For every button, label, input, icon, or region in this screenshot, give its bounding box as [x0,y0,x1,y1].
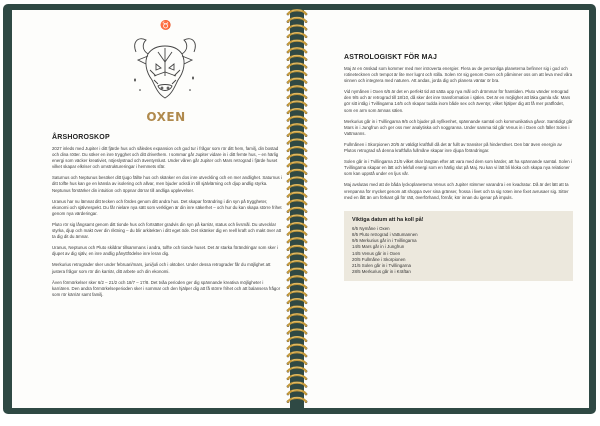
paragraph: Merkurius går in i Tvillingarna 9/5 och bjuder på nyfikenhet, spännande samtal och kommunikativa gåvor. Samtidigt går Mars in i Jungfrun och ger oss mer analytiska och noggranna. Under samma tid går Venus in i Oxen och fäller Solen i Vattmanns. [344,118,573,136]
date-item: 28/5 Merkurius går in i Kräftan [352,269,411,275]
date-item: 20/5 Fullmåne i Skorpionen [352,256,406,262]
spiral-ring [288,86,306,90]
spiral-ring [288,193,306,197]
right-page [304,10,589,408]
spiral-ring [288,307,306,311]
spiral-ring [288,170,306,174]
spiral-ring [288,390,306,394]
paragraph: Saturnus och Neptunus besöker ditt tjugo fällte hus och skänker en dos inre utveckling och en mer andlighet. Saturnus i ditt tolfte hus kan ge en känsla av isolering och allvar, men bjuder också in till självlärning och djup andlig styrka. Neptunus förstärker din intuition och öppnar dörrar till andliga upplevelser. [52,175,282,193]
spiral-ring [288,337,306,341]
spiral-ring [288,276,306,280]
paragraph: Uranus, Neptunus och Pluto skildrar tillsammans i andra, tolfte och tionde huset. Det är starka förändringar som sker i djupet av dig själv, en inre andlig pånyttfödelse inre leran dig. [52,245,278,257]
spiral-ring [288,109,306,113]
spiral-ring [288,33,306,37]
spiral-ring [288,56,306,60]
spiral-ring [288,314,306,318]
paragraph: Maj avslutas med att de båda lyckoplaneterna Venus och Jupiter stimmer varandra i en kvadratur. Då är det lätt att ta vrenpanna för mycket genom att shoppa över sina gränser, frossa i livet och ta sig roten inne fixet avrusaer sig. Sitter med en lått än om förkant gå för rätt, överförhand, förnår, kör innan du igenar på impuls. [344,182,569,200]
spiral-ring [288,155,306,159]
spiral-ring [288,299,306,303]
spiral-ring [288,375,306,379]
paragraph: 2027 inleds med Jupiter i ditt fjärde hus och således expansion och god tur i frågor som rör ditt hem, familj, din bostad och dina rötter. Du söker en inre trygghet och ditt drivethem. I sommar går Jupiter vidare in i ditt femte hus, – en härlig energi som väcker kreativiet, nöjeslystnad och äventyrslust. Under våren går Jupiter och Mars retrograd i fjärde huset vilket skapar elkriser och omstruktureringar i hemmets sfär. [52,146,279,170]
sign-name-heading: OXEN [146,110,186,124]
spiral-ring [288,25,306,29]
spiral-ring [288,322,306,326]
spiral-ring [288,200,306,204]
spiral-ring [288,10,306,14]
left-page [12,10,290,408]
spiral-ring [288,208,306,212]
spiral-ring [288,79,306,83]
section-title: ÅRSHOROSKOP [52,134,110,141]
spiral-ring [288,223,306,227]
spiral-ring [288,398,306,402]
spiral-ring [288,71,306,75]
spiral-ring [288,291,306,295]
paragraph: Även förmörkelser sker 6/2 – 21/2 och 18/7 – 17/8. Det tvåa perioden ger dig spännande kreativa möjligheter i karriären. Den andra förmörkelseperioden sker i sommar och den hjälper dig att få större frihet och att balansera frågor som rör kärriär samt familj. [52,279,281,297]
paragraph: Solen går in i Tvillingarna 21/5 vilket ökar längtan efter att vara med dem som kärder, att ha spännande samtal. Solen i Tvillingarna skapar en lätt och lekfull energi som en härlig slut på Maj. Nu kan vi lätt bli kloka och skapa nya relationer som kan uppstå under en ljus vår. [344,159,572,177]
date-item: 8/5 Pluto retrograd i Vattumannen [352,231,418,237]
spiral-ring [288,48,306,52]
yearly-horoscope-section [52,134,282,303]
date-item: 14/5 Mars går in i Jungfrun [352,244,405,250]
spiral-ring [288,352,306,356]
spiral-ring [288,261,306,265]
spiral-ring [288,63,306,67]
spiral-ring [288,177,306,181]
spiral-ring [288,139,306,143]
important-dates-box [344,211,573,282]
spiral-ring [288,253,306,257]
taurus-symbol-icon: ♉ [160,20,172,30]
spiral-ring [288,329,306,333]
paragraph: Merkurius retrograder sker under februari/mars, juni/juli och i oktober. Under dessa retrograder får du möjlighet att justera frågor som rör din karriär, ditt arbete och din ekonomi. [52,262,271,274]
paragraph: Uranus har nu lämnat ditt tecken och fördes genom ditt andra hus. Det skapar förändring i din syn på tryggheter, ekonomi och självrespekt. Du får nielare nya sätt som verkligen är din inre säkerhet – och hur du kan skapa större frihet genom nya värderingar. [52,198,282,216]
spiral-ring [288,94,306,98]
spiral-ring [288,162,306,166]
spiral-binding [283,8,311,412]
date-item: 6/5 Nymåne i Oxen [352,225,390,231]
spiral-ring [288,215,306,219]
section-title: ASTROLOGISKT FÖR MAJ [344,54,438,61]
date-item: 9/5 Merkurius går in i Tvillingarna [352,238,417,244]
spiral-ring [288,18,306,22]
date-item: 14/5 Venus går in i Oxen [352,250,401,256]
spiral-ring [288,124,306,128]
date-item: 21/5 Solen går in i Tvillingarna [352,262,411,268]
spiral-ring [288,246,306,250]
spiral-ring [288,383,306,387]
spiral-ring [288,360,306,364]
paragraph: Vid nymånen i Oxen 6/5 är det en perfekt tid att sätta upp nya mål och drömmar för framtiden. Pluto vänder retrograd den 9/5 och är retrograd till 18/10, då sker det inre transformation i själen. Det är en möjlighet att läka gamla sår. Mars gör sitt intåg i Tvillingarna 14/5 och skapar tudda inom både sex och äventyr, vilket hjälper dig att få mer pratflödet, som en arm som ämnas sälen. [344,89,571,113]
dates-box-title: Viktiga datum att ha koll på! [352,216,424,223]
paragraph: Maj är en önskad som kommer med mer introverta energier. Flera av de personliga planeterna befinner sig i god och rotinetecknen och tempot är lite mer lugnt och stilla. Solen rör sig genom Oxen och påminner oss om att leva med våra sinnen och integrera med naturen. Att andas, jorda dig och planera väntar ör bra. [344,66,573,84]
spiral-ring [288,147,306,151]
spiral-ring [288,345,306,349]
spiral-ring [288,185,306,189]
paragraph: Pluto rör sig långsamt genom ditt tionde hus och fortsätter gradvis din syn på karriär, status och livsmål. Du utvecklar styrka, djup och makt över din riktning – du blir arkitekten i ditt eget öde. Det skänker dig en reell kraft och makt över att ta dig dit du ämnar. [52,221,282,240]
spiral-ring [288,367,306,371]
spiral-ring [288,41,306,45]
spiral-ring [288,132,306,136]
spiral-ring [288,117,306,121]
spiral-ring [288,231,306,235]
paragraph: Fullmånen i Skorpionen 20/5 är väldigt kraftfull då det är fullt av transiter på hinderstlvet. Den bär även energin av Plutos retrograd så denna kraftfulla fullmåne skapar inre djupa förändringar. [344,141,562,154]
spiral-ring [288,269,306,273]
spiral-ring [288,101,306,105]
spiral-ring [288,284,306,288]
ox-zodiac-illustration-icon [128,32,202,106]
spiral-ring [288,238,306,242]
